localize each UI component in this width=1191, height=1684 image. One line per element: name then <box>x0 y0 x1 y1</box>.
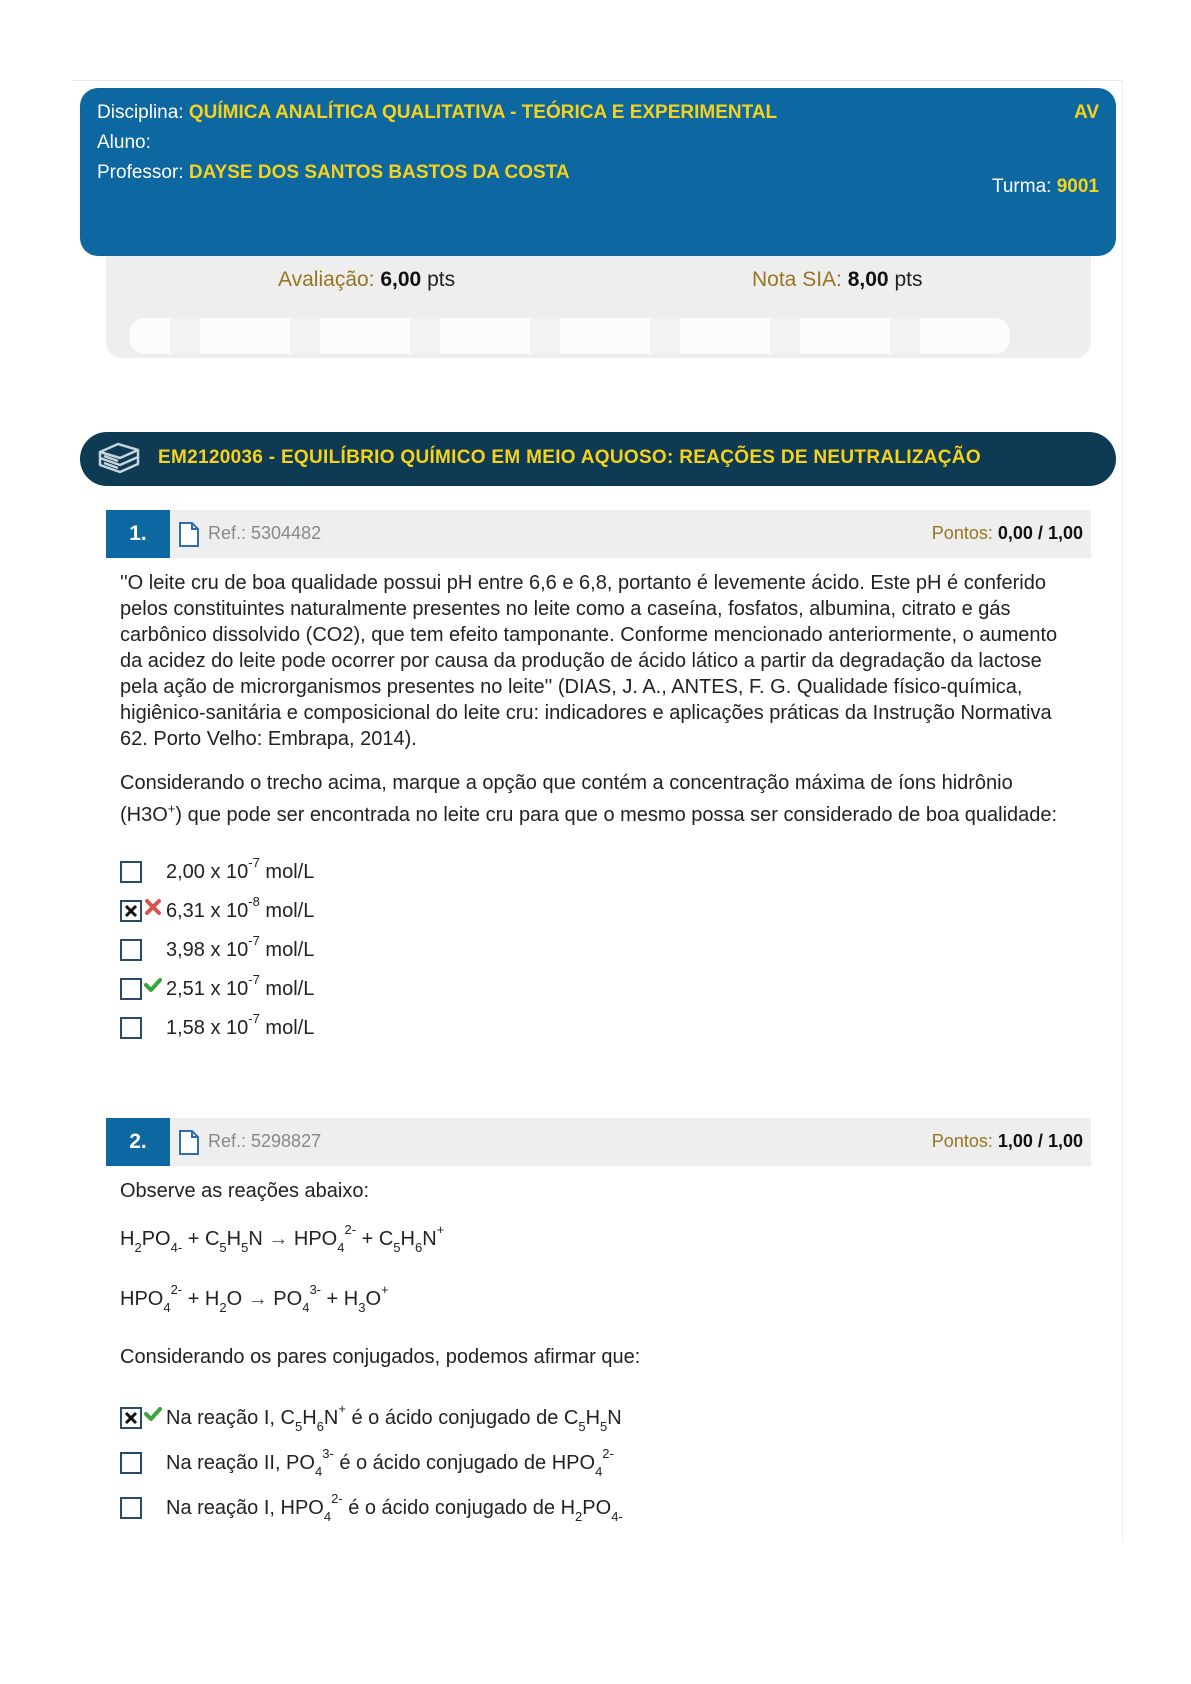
nota-sia-label: Nota SIA: <box>752 268 842 291</box>
option-exponent: -7 <box>248 1011 260 1026</box>
checkbox-checked[interactable] <box>120 900 142 922</box>
option-exponent: -7 <box>248 933 260 948</box>
professor-row <box>97 162 570 184</box>
option-mantissa: 2,51 x 10 <box>166 978 249 1000</box>
nota-sia-score <box>752 268 922 292</box>
question-points <box>932 1131 1083 1152</box>
option-exponent: -7 <box>248 855 260 870</box>
avaliacao-score <box>278 268 455 292</box>
option-text <box>166 972 315 1001</box>
option-mantissa: 6,31 x 10 <box>166 900 249 922</box>
option-text: Na reação I, $C_5H_6N^+$ é o ácido conjugado de $C_5H_5N$ <box>166 1401 622 1434</box>
turma-label: Turma: <box>991 176 1052 197</box>
books-stack-icon <box>94 440 144 478</box>
question-2-prompt: Considerando os pares conjugados, podemos afirmar que: <box>120 1346 641 1368</box>
document-icon <box>178 522 200 547</box>
points-max: 1,00 <box>1047 523 1083 543</box>
option-unit: mol/L <box>259 978 315 1000</box>
option-unit: mol/L <box>259 1017 315 1039</box>
question-2-intro: Observe as reações abaixo: <box>120 1180 370 1202</box>
nota-sia-unit: pts <box>894 268 923 291</box>
professor-value: DAYSE DOS SANTOS BASTOS DA COSTA <box>188 162 570 183</box>
question-number: 1. <box>106 510 170 558</box>
question-1-header <box>106 510 1091 558</box>
x-mark-icon <box>123 903 139 919</box>
prompt-rest: ) que pode ser encontrada no leite cru para que o mesmo possa ser considerado de boa qualidade: <box>175 804 1058 826</box>
option-exponent: -7 <box>248 972 260 987</box>
prompt-formula: (H3O <box>120 804 168 826</box>
points-max: 1,00 <box>1047 1131 1083 1151</box>
cross-icon <box>144 898 162 916</box>
aluno-label: Aluno: <box>97 132 151 153</box>
option-unit: mol/L <box>259 900 315 922</box>
question-2-header <box>106 1118 1091 1166</box>
disciplina-label: Disciplina: <box>97 102 184 123</box>
checkbox-checked[interactable] <box>120 1407 142 1429</box>
option-mantissa: 2,00 x 10 <box>166 861 249 883</box>
exam-header <box>80 88 1116 256</box>
check-icon <box>144 1405 162 1423</box>
points-label: Pontos: <box>931 523 993 543</box>
avaliacao-unit: pts <box>427 268 456 291</box>
option-text <box>166 855 315 884</box>
prompt-line-2 <box>120 802 1070 828</box>
option-mantissa: 3,98 x 10 <box>166 939 249 961</box>
question-1-paragraph: ''O leite cru de boa qualidade possui pH entre 6,6 e 6,8, portanto é levemente ácido. Este pH é conferido pelos constituintes naturalmente presentes no leite como a caseína, fosfatos, albumina, citrato e gás carbônico dissolvido (CO2), que tem efeito tamponante. Conforme mencionado anteriormente, o aumento da acidez do leite pode ocorrer por causa da produção de ácido lático a partir da degradação da lactose pela ação de microrganismos presentes no leite'' (DIAS, J. A., ANTES, F. G. Qualidade físico-química, higiênico-sanitária e composicional do leite cru: indicadores e aplicações práticas da Instrução Normativa 62. Porto Velho: Embrapa, 2014). <box>120 572 1058 750</box>
prompt-line-1: Considerando o trecho acima, marque a opção que contém a concentração máxima de íons hidrônio <box>120 772 1013 794</box>
option-exponent: -8 <box>248 894 260 909</box>
checkbox[interactable] <box>120 861 142 883</box>
disciplina-row <box>97 102 777 124</box>
section-banner <box>80 432 1116 486</box>
checkbox[interactable] <box>120 978 142 1000</box>
av-label: AV <box>1074 102 1099 123</box>
prompt-charge: + <box>167 801 176 816</box>
option-mantissa: 1,58 x 10 <box>166 1017 249 1039</box>
question-ref: Ref.: 5304482 <box>208 523 322 543</box>
points-label: Pontos: <box>931 1131 993 1151</box>
check-icon <box>144 976 162 994</box>
aluno-row <box>97 132 151 154</box>
reaction-2: $HPO_4^{2-} + H_2O \to PO_4^{3-} + H_3O^+$ <box>120 1282 389 1315</box>
question-ref: Ref.: 5298827 <box>208 1131 322 1151</box>
avaliacao-value: 6,00 <box>380 268 422 291</box>
points-value: 0,00 <box>997 523 1033 543</box>
turma-row <box>992 176 1099 198</box>
x-mark-icon <box>123 1410 139 1426</box>
option-text <box>166 894 315 923</box>
question-points <box>932 523 1083 544</box>
option-text: Na reação I, $HPO_4^{2-}$ é o ácido conjugado de $H_2PO_{4-}$ <box>166 1491 623 1524</box>
redacted-area <box>130 318 1010 354</box>
option-unit: mol/L <box>259 861 315 883</box>
turma-value: 9001 <box>1056 176 1099 197</box>
option-text <box>166 933 315 962</box>
nota-sia-value: 8,00 <box>847 268 889 291</box>
option-text: Na reação II, $PO_4^{3-}$ é o ácido conjugado de $HPO_4^{2-}$ <box>166 1446 614 1479</box>
section-title: EM2120036 - EQUILÍBRIO QUÍMICO EM MEIO AQUOSO: REAÇÕES DE NEUTRALIZAÇÃO <box>158 447 981 468</box>
option-text <box>166 1011 315 1040</box>
question-1-prompt <box>120 770 1070 828</box>
points-separator: / <box>1037 1131 1043 1151</box>
reaction-1: $H_2PO_{4-} + C_5H_5N \to HPO_4^{2-} + C_5H_6N^+$ <box>120 1222 445 1255</box>
checkbox[interactable] <box>120 1497 142 1519</box>
points-separator: / <box>1037 523 1043 543</box>
option-unit: mol/L <box>259 939 315 961</box>
avaliacao-label: Avaliação: <box>278 268 375 291</box>
checkbox[interactable] <box>120 939 142 961</box>
professor-label: Professor: <box>97 162 184 183</box>
question-number: 2. <box>106 1118 170 1166</box>
disciplina-value: QUÍMICA ANALÍTICA QUALITATIVA - TEÓRICA E EXPERIMENTAL <box>188 102 778 123</box>
checkbox[interactable] <box>120 1452 142 1474</box>
points-value: 1,00 <box>997 1131 1033 1151</box>
document-icon <box>178 1130 200 1155</box>
checkbox[interactable] <box>120 1017 142 1039</box>
